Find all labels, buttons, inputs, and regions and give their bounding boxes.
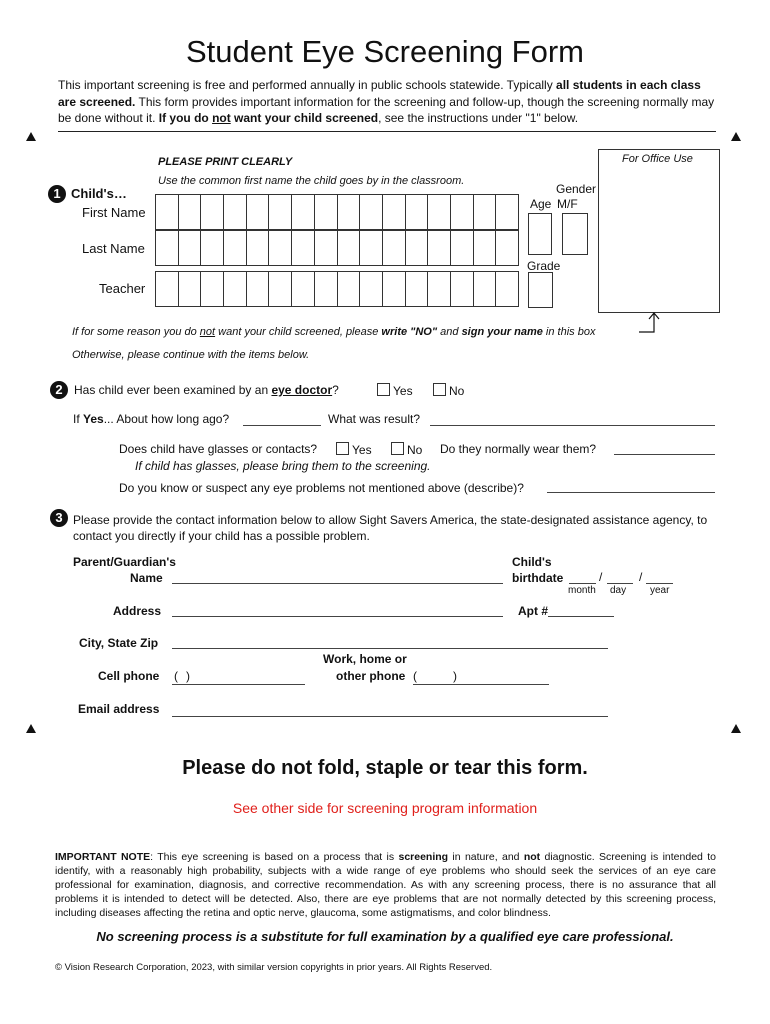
- contact-instructions: Please provide the contact information below to allow Sight Savers America, the state-designated assistance agency, to contact you directly if your child has a possible problem.: [73, 513, 708, 543]
- email-field[interactable]: [172, 716, 608, 717]
- see-other-side: See other side for screening program information: [232, 800, 538, 816]
- city-label: City, State Zip: [79, 636, 159, 650]
- email-label: Email address: [78, 702, 160, 716]
- opt-out-instructions: If for some reason you do not want your child screened, please write "NO" and sign your name in this box: [72, 326, 596, 338]
- birth-month-field[interactable]: [569, 583, 596, 584]
- how-long-label: If Yes... About how long ago?: [73, 412, 230, 426]
- office-use-label: For Office Use: [622, 153, 693, 165]
- divider: [58, 131, 716, 132]
- name-hint: Use the common first name the child goes by in the classroom.: [158, 175, 465, 187]
- birth-day-field[interactable]: [607, 583, 633, 584]
- first-name-grid[interactable]: [155, 194, 519, 230]
- guardian-name-field[interactable]: [172, 583, 503, 584]
- city-field[interactable]: [172, 648, 608, 649]
- arrow-up-icon: [636, 310, 662, 336]
- gender-label: Gender: [556, 182, 597, 196]
- wear-field[interactable]: [614, 454, 715, 455]
- age-label: Age: [530, 197, 552, 211]
- checkbox-icon[interactable]: [336, 442, 349, 455]
- other-paren-open: (: [413, 669, 417, 683]
- glasses-no[interactable]: No: [391, 442, 422, 457]
- copyright: © Vision Research Corporation, 2023, with similar version copyrights in prior years. All Rights Reserved.: [55, 962, 493, 973]
- checkbox-icon[interactable]: [433, 383, 446, 396]
- month-hint: month: [568, 585, 596, 596]
- alignment-triangle-icon: [731, 132, 741, 141]
- cell-phone-label: Cell phone: [98, 669, 160, 683]
- checkbox-icon[interactable]: [377, 383, 390, 396]
- problems-question: Do you know or suspect any eye problems not mentioned above (describe)?: [119, 481, 524, 495]
- section-number-3: 3: [50, 509, 68, 527]
- alignment-triangle-icon: [731, 724, 741, 733]
- apt-label: Apt #: [518, 604, 548, 618]
- eye-doctor-yes[interactable]: Yes: [377, 383, 413, 398]
- teacher-grid[interactable]: [155, 271, 519, 307]
- age-box[interactable]: [528, 213, 552, 255]
- intro-paragraph: This important screening is free and performed annually in public schools statewide. Typically all students in each class are screened. This form provides important information for the screening and follow-up, though the screening normally may be done without it. If you do not want your child screened, see the instructions under "1" below.: [58, 78, 715, 125]
- birth-year-field[interactable]: [646, 583, 673, 584]
- childs-label: Child's…: [71, 186, 127, 201]
- date-slash: /: [639, 570, 643, 584]
- year-hint: year: [650, 585, 670, 596]
- checkbox-icon[interactable]: [391, 442, 404, 455]
- eye-doctor-question: Has child ever been examined by an eye doctor?: [74, 383, 339, 397]
- alignment-triangle-icon: [26, 132, 36, 141]
- result-label: What was result?: [328, 412, 421, 426]
- teacher-label: Teacher: [99, 281, 146, 296]
- section-number-2: 2: [50, 381, 68, 399]
- day-hint: day: [610, 585, 627, 596]
- eye-doctor-no[interactable]: No: [433, 383, 464, 398]
- wear-question: Do they normally wear them?: [440, 442, 597, 456]
- guardian-label: Parent/Guardian's: [73, 555, 176, 569]
- last-name-grid[interactable]: [155, 230, 519, 266]
- section-number-1: 1: [48, 185, 66, 203]
- cell-paren-open: (: [174, 669, 178, 683]
- print-clearly-label: PLEASE PRINT CLEARLY: [158, 156, 293, 168]
- gender-box[interactable]: [562, 213, 588, 255]
- first-name-label: First Name: [82, 205, 146, 220]
- how-long-field[interactable]: [243, 425, 321, 426]
- work-phone-label-top: Work, home or: [323, 652, 407, 666]
- apt-field[interactable]: [548, 616, 614, 617]
- mf-label: M/F: [557, 197, 578, 211]
- name-label: Name: [130, 571, 163, 585]
- do-not-fold-heading: Please do not fold, staple or tear this form.: [182, 757, 588, 779]
- childs-birthdate-label: Child's: [512, 555, 552, 569]
- no-substitute-statement: No screening process is a substitute for full examination by a qualified eye care professional.: [96, 929, 674, 944]
- important-note: IMPORTANT NOTE: This eye screening is based on a process that is screening in nature, and not diagnostic. Screening is intended to identify, with a reasonably high probability, subjects with a wide range of eye problems who should seek the services of an eye care professional for examination, diagnosis, and corrective recommendation. As with any screening process, there is no assurance that all problems it is intended to detect will be detected. Also, there are eye problems that are not normally detected by this screening process, including diseases affecting the retina and optic nerve, glaucoma, some astigmatisms, and color blindness.: [55, 851, 716, 919]
- other-phone-label: other phone: [336, 669, 406, 683]
- glasses-yes[interactable]: Yes: [336, 442, 372, 457]
- date-slash: /: [599, 570, 603, 584]
- other-phone-field[interactable]: [413, 684, 549, 685]
- grade-box[interactable]: [528, 272, 553, 308]
- address-label: Address: [113, 604, 162, 618]
- cell-phone-field[interactable]: [172, 684, 305, 685]
- problems-field[interactable]: [547, 492, 715, 493]
- office-use-box[interactable]: [598, 149, 720, 313]
- otherwise-text: Otherwise, please continue with the items below.: [72, 349, 310, 361]
- bring-glasses-note: If child has glasses, please bring them to the screening.: [135, 459, 431, 473]
- grade-label: Grade: [527, 259, 561, 273]
- address-field[interactable]: [172, 616, 503, 617]
- glasses-question: Does child have glasses or contacts?: [119, 442, 318, 456]
- alignment-triangle-icon: [26, 724, 36, 733]
- cell-paren-close: ): [186, 669, 190, 683]
- last-name-label: Last Name: [82, 241, 145, 256]
- result-field[interactable]: [430, 425, 715, 426]
- page-title: Student Eye Screening Form: [185, 34, 585, 69]
- other-paren-close: ): [453, 669, 457, 683]
- birthdate-label: birthdate: [512, 571, 564, 585]
